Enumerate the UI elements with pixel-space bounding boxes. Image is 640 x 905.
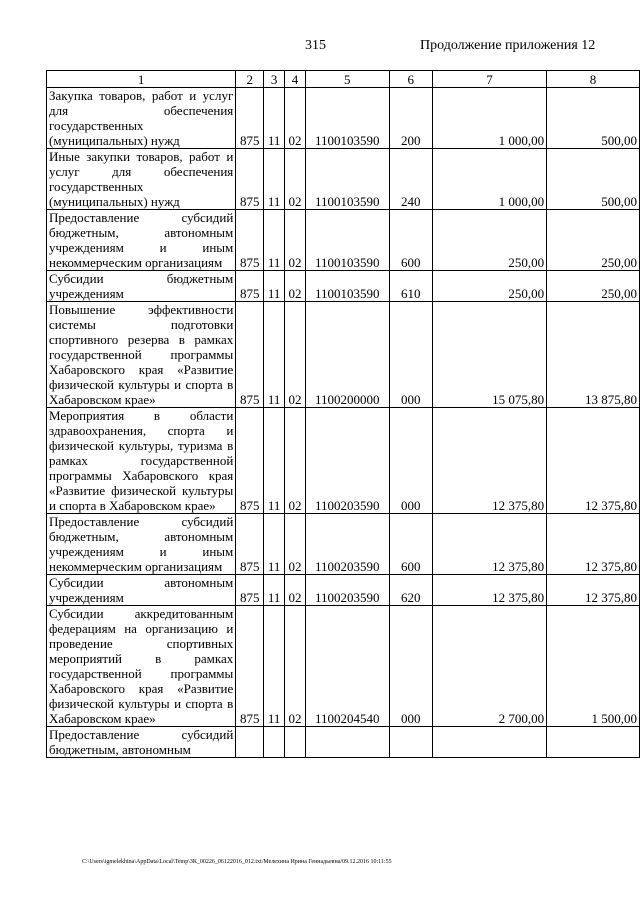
row-name: Предоставление субсидий бюджетным, автономным учреждениям и иным некоммерческим организациям [47,210,236,271]
cell-ministry: 875 [236,575,264,606]
cell-expense-type: 610 [389,271,432,302]
cell-amount-1: 12 375,80 [432,408,546,514]
table-row [47,514,640,575]
cell-amount-2: 250,00 [547,210,640,271]
table-row [47,606,640,727]
cell-ministry: 875 [236,606,264,727]
cell-target: 1100203590 [305,408,389,514]
budget-table [46,70,640,758]
row-name: Повышение эффективности системы подготовки спортивного резерва в рамках государственной программы Хабаровского края «Развитие физической культуры и спорта в Хабаровском крае» [47,302,236,408]
cell-target: 1100103590 [305,210,389,271]
table-row [47,271,640,302]
cell-subsection [285,727,306,758]
cell-amount-2: 500,00 [547,88,640,149]
cell-amount-1: 250,00 [432,271,546,302]
row-name: Мероприятия в области здравоохранения, спорта и физической культуры, туризма в рамках государственной программы Хабаровского края «Развитие физической культуры и спорта в Хабаровском крае» [47,408,236,514]
cell-ministry: 875 [236,149,264,210]
cell-expense-type: 240 [389,149,432,210]
cell-target: 1100203590 [305,575,389,606]
table-row [47,575,640,606]
column-header: 2 [236,71,264,88]
cell-amount-1: 1 000,00 [432,149,546,210]
cell-ministry: 875 [236,408,264,514]
cell-expense-type: 600 [389,210,432,271]
column-header: 6 [389,71,432,88]
cell-subsection: 02 [285,302,306,408]
cell-section: 11 [264,575,285,606]
cell-section: 11 [264,606,285,727]
footer-file-path: C:\Users\igmelekhina\AppData\Local\Temp\ЗК_00226_06122016_012.txt/Мелехина Ирина Геннадьевна/09.12.2016 10:11:55 [82,859,392,865]
cell-ministry [236,727,264,758]
table-row [47,88,640,149]
cell-amount-2: 12 375,80 [547,575,640,606]
table-row [47,727,640,758]
row-name: Предоставление субсидий бюджетным, автономным учреждениям и иным некоммерческим организациям [47,514,236,575]
cell-section: 11 [264,408,285,514]
cell-amount-1: 1 000,00 [432,88,546,149]
table-row [47,149,640,210]
continuation-label: Продолжение приложения 12 [420,38,596,53]
row-name: Субсидии бюджетным учреждениям [47,271,236,302]
cell-expense-type: 200 [389,88,432,149]
row-name: Иные закупки товаров, работ и услуг для обеспечения государственных (муниципальных) нужд [47,149,236,210]
cell-expense-type: 000 [389,606,432,727]
cell-subsection: 02 [285,575,306,606]
cell-expense-type: 000 [389,302,432,408]
column-header: 4 [285,71,306,88]
page-number: 315 [305,38,326,53]
cell-section: 11 [264,149,285,210]
cell-target: 1100200000 [305,302,389,408]
cell-amount-1: 15 075,80 [432,302,546,408]
cell-subsection: 02 [285,149,306,210]
cell-expense-type: 620 [389,575,432,606]
column-header: 3 [264,71,285,88]
cell-amount-2 [547,727,640,758]
column-header: 7 [432,71,546,88]
table-row [47,302,640,408]
column-header: 8 [547,71,640,88]
cell-amount-2: 250,00 [547,271,640,302]
row-name: Предоставление субсидий бюджетным, автономным [47,727,236,758]
cell-subsection: 02 [285,606,306,727]
cell-ministry: 875 [236,271,264,302]
cell-subsection: 02 [285,88,306,149]
cell-ministry: 875 [236,210,264,271]
cell-expense-type: 600 [389,514,432,575]
cell-amount-1: 2 700,00 [432,606,546,727]
cell-amount-1 [432,727,546,758]
cell-expense-type [389,727,432,758]
cell-section: 11 [264,271,285,302]
cell-amount-2: 13 875,80 [547,302,640,408]
cell-ministry: 875 [236,302,264,408]
column-header: 1 [47,71,236,88]
cell-target: 1100103590 [305,88,389,149]
cell-subsection: 02 [285,271,306,302]
cell-target: 1100103590 [305,271,389,302]
column-header: 5 [305,71,389,88]
cell-expense-type: 000 [389,408,432,514]
cell-target [305,727,389,758]
cell-amount-2: 12 375,80 [547,408,640,514]
cell-section: 11 [264,514,285,575]
table-header-row [47,71,640,88]
cell-subsection: 02 [285,408,306,514]
cell-section [264,727,285,758]
cell-section: 11 [264,302,285,408]
cell-target: 1100203590 [305,514,389,575]
table-row [47,210,640,271]
cell-amount-2: 12 375,80 [547,514,640,575]
cell-target: 1100204540 [305,606,389,727]
cell-amount-1: 12 375,80 [432,575,546,606]
cell-subsection: 02 [285,210,306,271]
cell-ministry: 875 [236,514,264,575]
cell-section: 11 [264,88,285,149]
cell-subsection: 02 [285,514,306,575]
cell-target: 1100103590 [305,149,389,210]
cell-section: 11 [264,210,285,271]
row-name: Субсидии автономным учреждениям [47,575,236,606]
cell-ministry: 875 [236,88,264,149]
table-row [47,408,640,514]
cell-amount-1: 12 375,80 [432,514,546,575]
row-name: Закупка товаров, работ и услуг для обеспечения государственных (муниципальных) нужд [47,88,236,149]
row-name: Субсидии аккредитованным федерациям на организацию и проведение спортивных мероприятий в рамках государственной программы Хабаровского края «Развитие физической культуры и спорта в Хабаровском крае» [47,606,236,727]
cell-amount-1: 250,00 [432,210,546,271]
cell-amount-2: 500,00 [547,149,640,210]
cell-amount-2: 1 500,00 [547,606,640,727]
